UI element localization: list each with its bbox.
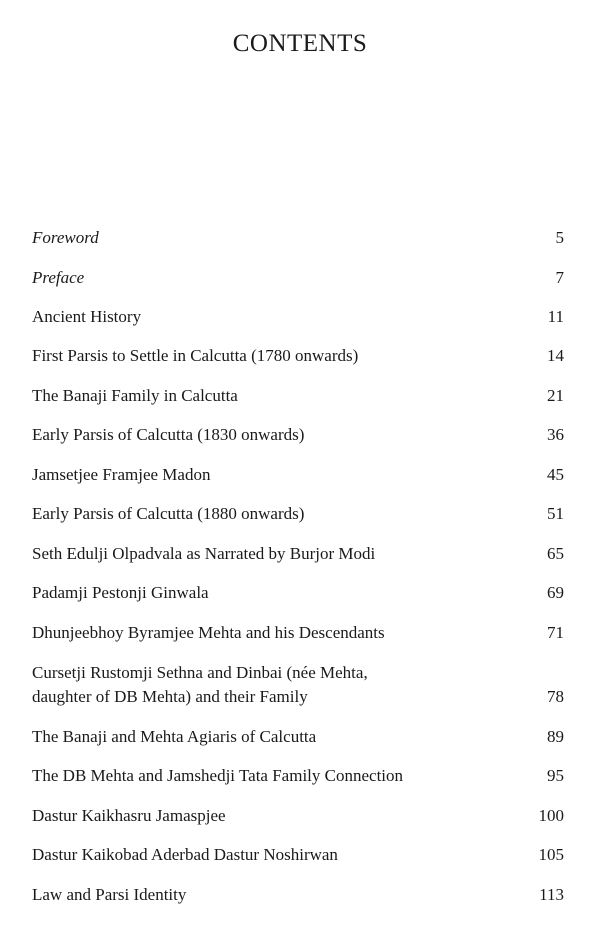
toc-entry (32, 843, 564, 867)
toc-entry-title: Seth Edulji Olpadvala as Narrated by Burjor Modi (32, 544, 376, 563)
toc-entry-title: Foreword (32, 228, 99, 247)
toc-entry-page: 113 (539, 885, 564, 904)
toc-entry (32, 463, 564, 487)
toc-entry-title: Early Parsis of Calcutta (1830 onwards) (32, 425, 305, 444)
toc-entry-title: Preface (32, 268, 85, 287)
toc-entry-page: 45 (547, 465, 564, 484)
toc-entry (32, 226, 564, 250)
toc-entry (32, 804, 564, 828)
toc-entry-page: 51 (547, 504, 564, 523)
toc-entry-title: First Parsis to Settle in Calcutta (1780 onwards) (32, 346, 359, 365)
toc-entry-page: 7 (555, 268, 564, 287)
toc-entry-page: 105 (538, 845, 564, 864)
toc-entry-title: The Banaji and Mehta Agiaris of Calcutta (32, 727, 317, 746)
toc-entry (32, 581, 564, 605)
toc-entry-title: The DB Mehta and Jamshedji Tata Family Connection (32, 766, 404, 785)
toc-entry (32, 305, 564, 329)
toc-entry-title: Dastur Kaikobad Aderbad Dastur Noshirwan (32, 845, 338, 864)
toc-entry (32, 883, 564, 907)
toc-entry (32, 764, 564, 788)
toc-entry (32, 423, 564, 447)
toc-entry-page: 11 (547, 307, 564, 326)
toc-entry (32, 661, 564, 709)
toc-entry-page: 100 (538, 806, 564, 825)
toc-entry-title: Jamsetjee Framjee Madon (32, 465, 211, 484)
toc-entry-page: 36 (547, 425, 564, 444)
toc-entry (32, 542, 564, 566)
toc-entry-page: 89 (547, 727, 564, 746)
toc-entry-title: Ancient History (32, 307, 142, 326)
toc-entry-title-line2: daughter of DB Mehta) and their Family (32, 687, 308, 706)
toc-entry (32, 344, 564, 368)
toc-entry-title: Dastur Kaikhasru Jamaspjee (32, 806, 226, 825)
toc-entry-page: 14 (547, 346, 564, 365)
toc-entry-title-line1: Cursetji Rustomji Sethna and Dinbai (née Mehta, (32, 663, 368, 682)
toc-entry-page: 69 (547, 583, 564, 602)
toc-entry (32, 725, 564, 749)
toc-entry-title: Padamji Pestonji Ginwala (32, 583, 209, 602)
toc-entry-title: The Banaji Family in Calcutta (32, 386, 238, 405)
toc-entry-page: 65 (547, 544, 564, 563)
toc-entry (32, 621, 564, 645)
toc-entry (32, 266, 564, 290)
toc-entry (32, 384, 564, 408)
toc-entry-page: 95 (547, 766, 564, 785)
toc-entry-page: 21 (547, 386, 564, 405)
toc-entry-title: Early Parsis of Calcutta (1880 onwards) (32, 504, 305, 523)
toc-entry-page: 5 (555, 228, 564, 247)
toc-entry (32, 502, 564, 526)
page-title: CONTENTS (232, 30, 368, 57)
toc-entry-page: 71 (547, 623, 564, 642)
toc-entry-title: Dhunjeebhoy Byramjee Mehta and his Descendants (32, 623, 385, 642)
toc-entry-page: 78 (547, 687, 564, 706)
toc-entry-title: Law and Parsi Identity (32, 885, 187, 904)
